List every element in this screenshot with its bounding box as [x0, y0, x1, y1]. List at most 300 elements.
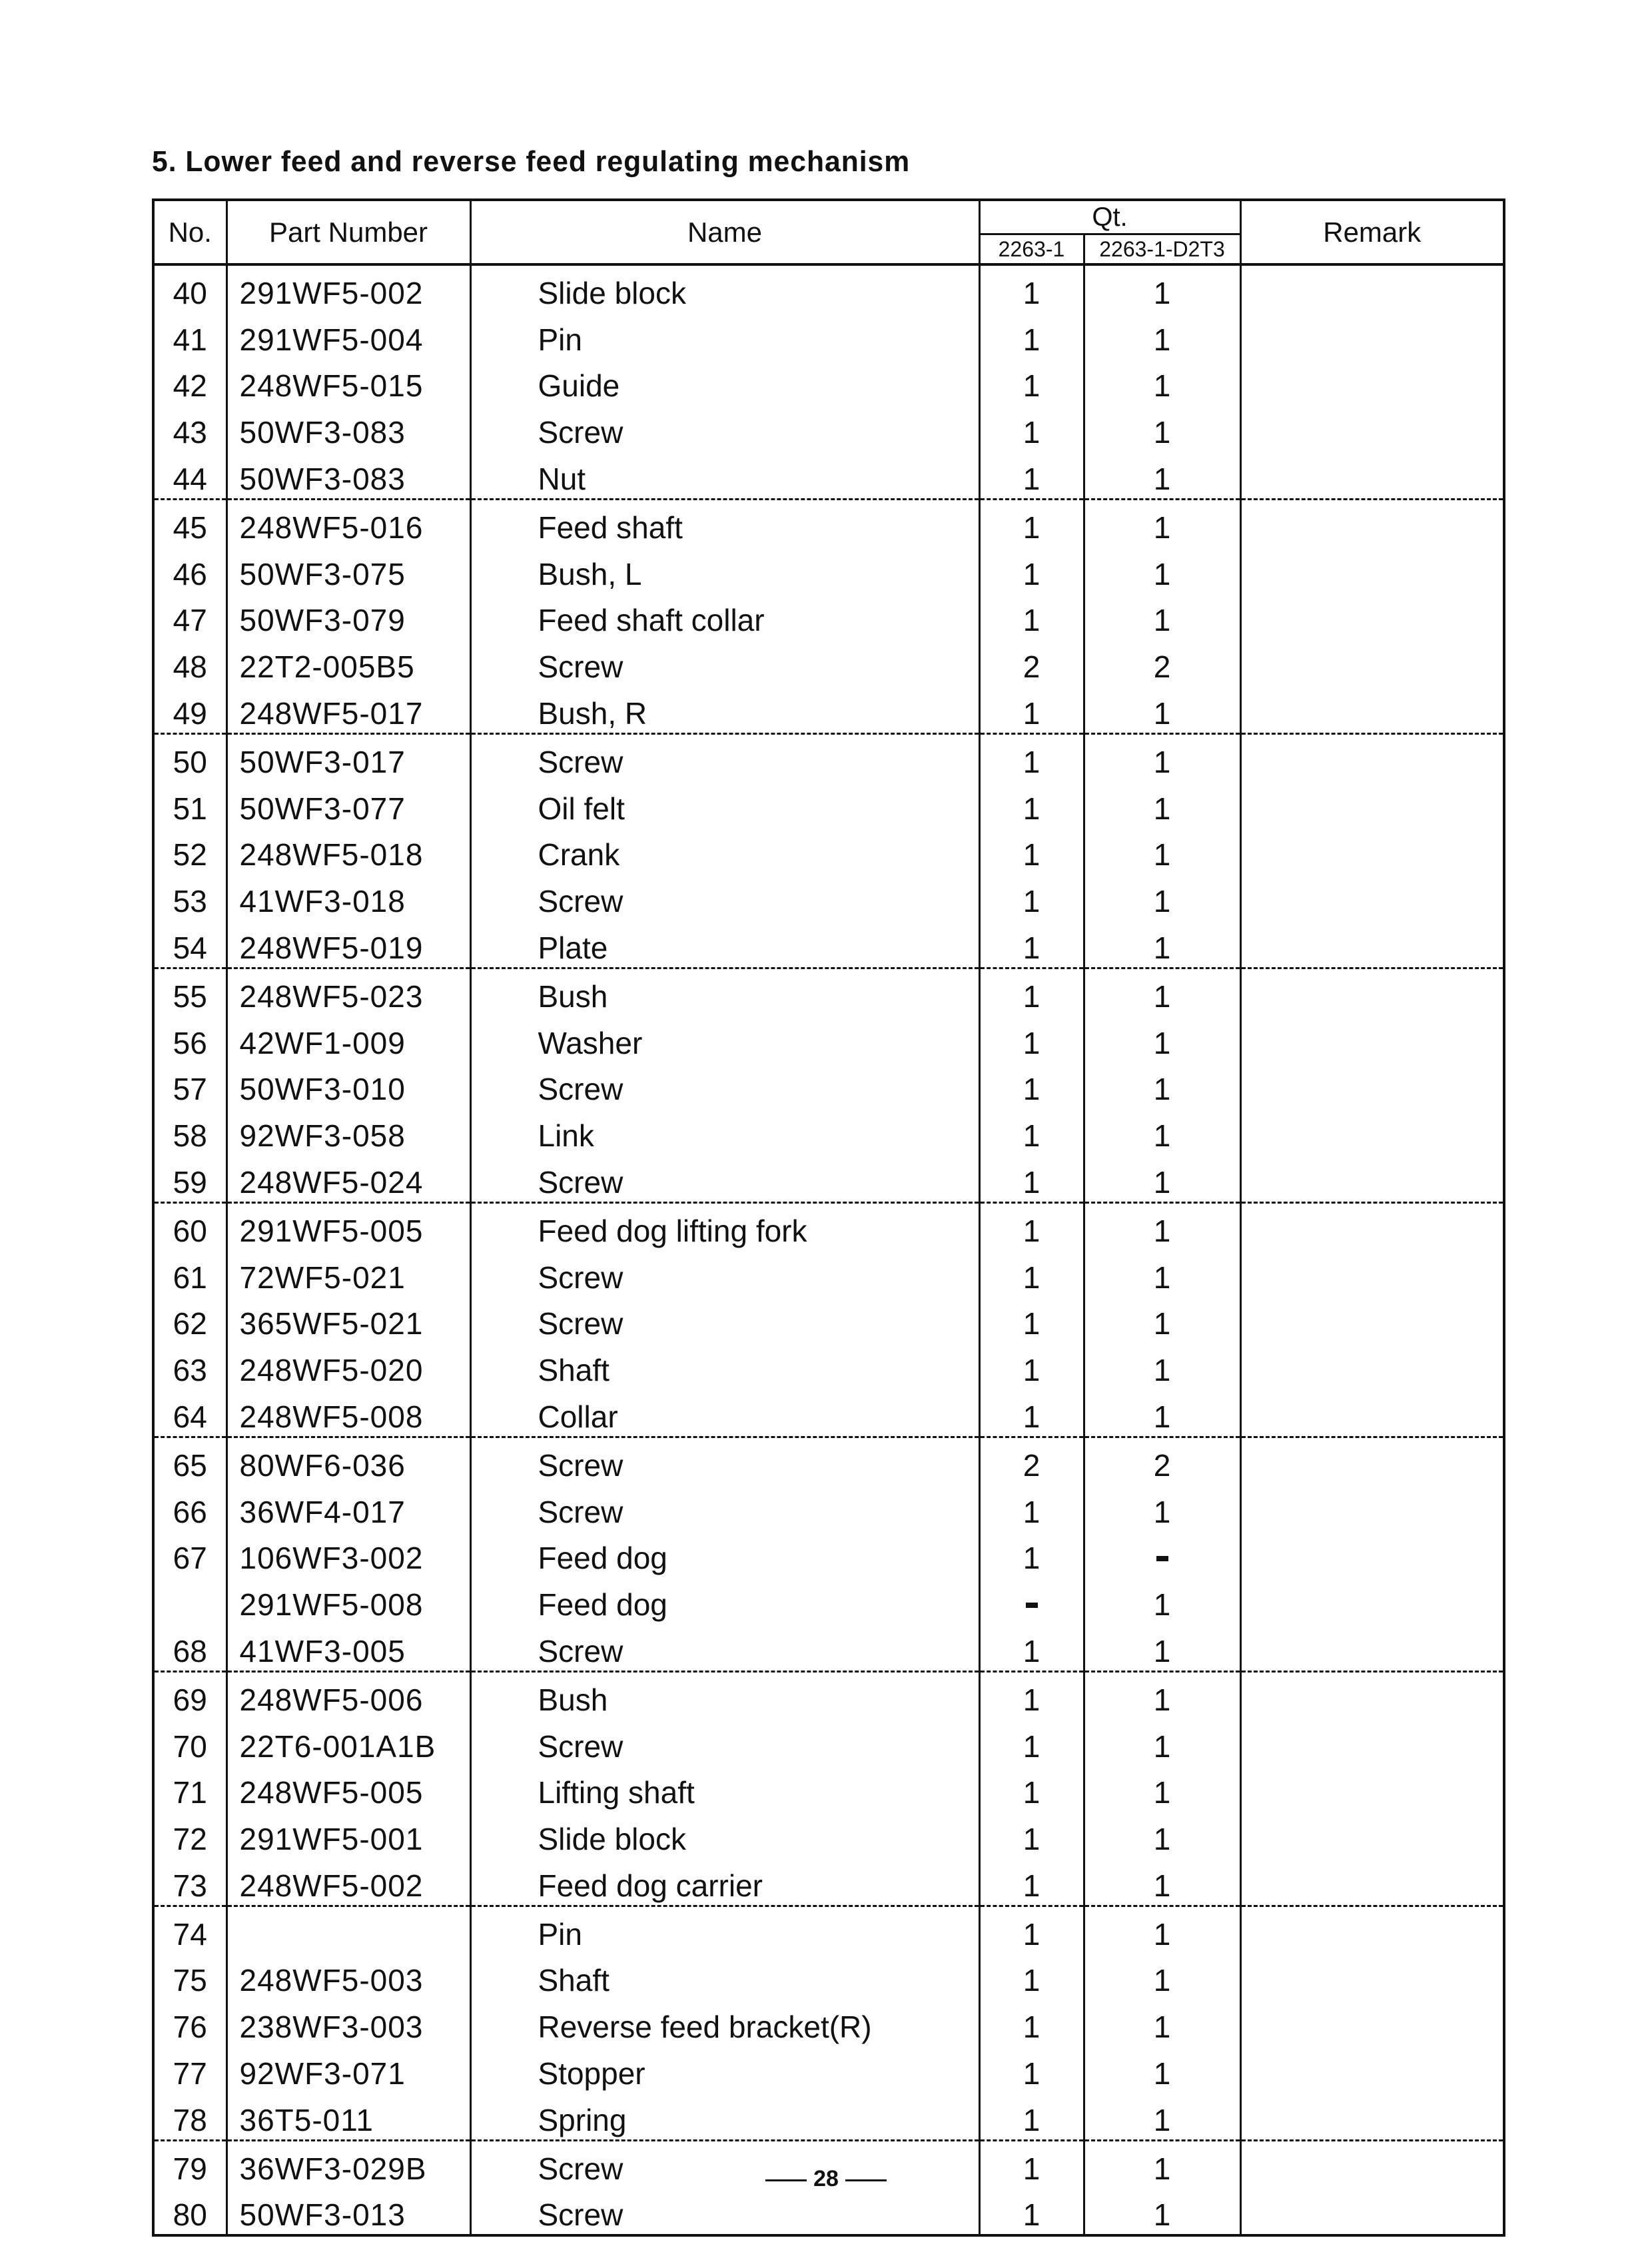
table-row: [153, 1766, 1504, 1812]
cell-no: 50: [153, 733, 226, 781]
cell-no: 59: [153, 1155, 226, 1202]
cell-qty-model-1: 1: [979, 781, 1084, 828]
cell-name: Slide block: [470, 1812, 979, 1858]
cell-name: Reverse feed bracket(R): [470, 2000, 979, 2046]
cell-qty-model-1: 1: [979, 1389, 1084, 1437]
cell-name: Bush: [470, 968, 979, 1015]
cell-part-number: 42WF1-009: [226, 1016, 470, 1062]
cell-name: Oil felt: [470, 781, 979, 828]
cell-qty-model-2: 1: [1084, 1671, 1240, 1718]
table-row: [153, 1719, 1504, 1766]
not-applicable-mark: [1156, 1556, 1168, 1561]
cell-name: Screw: [470, 1624, 979, 1671]
cell-remark: [1240, 1531, 1504, 1578]
table-row: [153, 1437, 1504, 1484]
cell-name: Feed shaft: [470, 499, 979, 546]
cell-remark: [1240, 1766, 1504, 1812]
cell-qty-model-1: 1: [979, 1954, 1084, 2000]
cell-part-number: 80WF6-036: [226, 1437, 470, 1484]
cell-name: Stopper: [470, 2046, 979, 2093]
cell-name: Bush: [470, 1671, 979, 1718]
cell-qty-model-2: 1: [1084, 1343, 1240, 1389]
cell-name: Shaft: [470, 1343, 979, 1389]
cell-qty-model-1: 1: [979, 1671, 1084, 1718]
cell-qty-model-2: 1: [1084, 547, 1240, 593]
cell-part-number: 50WF3-013: [226, 2188, 470, 2236]
cell-part-number: 50WF3-017: [226, 733, 470, 781]
cell-qty-model-2: 1: [1084, 452, 1240, 499]
cell-remark: [1240, 1719, 1504, 1766]
cell-name: Screw: [470, 2188, 979, 2236]
cell-qty-model-2: 1: [1084, 2093, 1240, 2140]
cell-qty-model-1: 1: [979, 547, 1084, 593]
cell-qty-model-1: 1: [979, 1297, 1084, 1343]
cell-qty-model-1: 1: [979, 2000, 1084, 2046]
cell-remark: [1240, 1016, 1504, 1062]
cell-name: Screw: [470, 733, 979, 781]
cell-qty-model-2: 1: [1084, 499, 1240, 546]
cell-qty-model-2: 1: [1084, 2000, 1240, 2046]
cell-no: 61: [153, 1250, 226, 1297]
table-row: [153, 359, 1504, 406]
page-footer: [0, 2166, 1652, 2192]
cell-name: Feed dog: [470, 1531, 979, 1578]
table-row: [153, 1812, 1504, 1858]
cell-qty-model-1: 1: [979, 1858, 1084, 1906]
cell-no: 63: [153, 1343, 226, 1389]
section-title: 5. Lower feed and reverse feed regulating mechanism: [152, 145, 911, 178]
cell-name: Bush, L: [470, 547, 979, 593]
cell-qty-model-1: 1: [979, 452, 1084, 499]
cell-qty-model-1: 1: [979, 1906, 1084, 1953]
table-row: [153, 2188, 1504, 2236]
cell-part-number: 92WF3-058: [226, 1108, 470, 1155]
cell-part-number: 50WF3-083: [226, 452, 470, 499]
cell-remark: [1240, 2188, 1504, 2236]
cell-no: 40: [153, 264, 226, 312]
cell-qty-model-1: 1: [979, 2188, 1084, 2236]
table-row: [153, 921, 1504, 968]
table-row: [153, 686, 1504, 733]
cell-no: 79: [153, 2140, 226, 2187]
table-row: [153, 828, 1504, 875]
cell-qty-model-1: 1: [979, 828, 1084, 875]
cell-no: 71: [153, 1766, 226, 1812]
cell-part-number: 248WF5-015: [226, 359, 470, 406]
cell-no: 75: [153, 1954, 226, 2000]
table-row: [153, 1202, 1504, 1250]
cell-qty-model-1: 1: [979, 874, 1084, 921]
cell-name: Collar: [470, 1389, 979, 1437]
table-row: [153, 733, 1504, 781]
cell-no: 62: [153, 1297, 226, 1343]
cell-qty-model-2: 1: [1084, 1766, 1240, 1812]
cell-remark: [1240, 264, 1504, 312]
cell-name: Screw: [470, 639, 979, 686]
cell-qty-model-1: 1: [979, 921, 1084, 968]
cell-qty-model-1: 1: [979, 1343, 1084, 1389]
cell-no: 49: [153, 686, 226, 733]
cell-name: Spring: [470, 2093, 979, 2140]
cell-part-number: 248WF5-003: [226, 1954, 470, 2000]
cell-qty-model-2: 1: [1084, 1858, 1240, 1906]
table-row: [153, 1577, 1504, 1624]
cell-qty-model-2: 1: [1084, 968, 1240, 1015]
cell-remark: [1240, 1624, 1504, 1671]
cell-remark: [1240, 1858, 1504, 1906]
cell-part-number: 50WF3-077: [226, 781, 470, 828]
cell-qty-model-1: 1: [979, 1155, 1084, 1202]
cell-qty-model-1: 1: [979, 2046, 1084, 2093]
cell-no: 70: [153, 1719, 226, 1766]
table-row: [153, 1858, 1504, 1906]
cell-name: Screw: [470, 2140, 979, 2187]
cell-name: Lifting shaft: [470, 1766, 979, 1812]
cell-no: 55: [153, 968, 226, 1015]
cell-part-number: 248WF5-018: [226, 828, 470, 875]
header-qty-model-1: 2263-1: [979, 234, 1084, 265]
cell-no: 69: [153, 1671, 226, 1718]
cell-part-number: 22T2-005B5: [226, 639, 470, 686]
header-name: Name: [470, 200, 979, 264]
cell-qty-model-2: 1: [1084, 1297, 1240, 1343]
cell-part-number: 41WF3-018: [226, 874, 470, 921]
cell-part-number: 365WF5-021: [226, 1297, 470, 1343]
table-row: [153, 264, 1504, 312]
cell-name: Screw: [470, 1062, 979, 1109]
table-row: [153, 1108, 1504, 1155]
cell-remark: [1240, 2046, 1504, 2093]
cell-name: Screw: [470, 874, 979, 921]
cell-no: 52: [153, 828, 226, 875]
cell-name: Bush, R: [470, 686, 979, 733]
cell-name: Feed dog carrier: [470, 1858, 979, 1906]
cell-part-number: 36WF3-029B: [226, 2140, 470, 2187]
cell-name: Pin: [470, 312, 979, 359]
cell-part-number: 50WF3-010: [226, 1062, 470, 1109]
cell-part-number: [226, 1906, 470, 1953]
table-row: [153, 1954, 1504, 2000]
cell-qty-model-1: 1: [979, 2140, 1084, 2187]
cell-qty-model-2: 1: [1084, 1485, 1240, 1531]
cell-qty-model-1: 1: [979, 264, 1084, 312]
cell-name: Nut: [470, 452, 979, 499]
cell-part-number: 291WF5-002: [226, 264, 470, 312]
cell-qty-model-2: 1: [1084, 1389, 1240, 1437]
cell-qty-model-1: 1: [979, 1250, 1084, 1297]
cell-qty-model-1: 1: [979, 1062, 1084, 1109]
cell-qty-model-1: 2: [979, 1437, 1084, 1484]
cell-remark: [1240, 499, 1504, 546]
cell-qty-model-2: 2: [1084, 1437, 1240, 1484]
table-row: [153, 1485, 1504, 1531]
cell-no: 60: [153, 1202, 226, 1250]
cell-remark: [1240, 686, 1504, 733]
cell-qty-model-1: 1: [979, 359, 1084, 406]
cell-remark: [1240, 593, 1504, 640]
cell-part-number: 41WF3-005: [226, 1624, 470, 1671]
cell-name: Crank: [470, 828, 979, 875]
cell-qty-model-2: 1: [1084, 874, 1240, 921]
cell-remark: [1240, 1155, 1504, 1202]
cell-qty-model-1: 1: [979, 733, 1084, 781]
cell-no: 43: [153, 405, 226, 452]
cell-no: 66: [153, 1485, 226, 1531]
cell-qty-model-2: 1: [1084, 405, 1240, 452]
cell-no: 67: [153, 1531, 226, 1578]
cell-no: 76: [153, 2000, 226, 2046]
page-number-rule-left: [765, 2179, 807, 2181]
cell-no: 57: [153, 1062, 226, 1109]
table-row: [153, 2046, 1504, 2093]
cell-name: Screw: [470, 1719, 979, 1766]
cell-no: 42: [153, 359, 226, 406]
cell-remark: [1240, 1389, 1504, 1437]
cell-qty-model-2: 1: [1084, 1954, 1240, 2000]
cell-name: Feed shaft collar: [470, 593, 979, 640]
cell-remark: [1240, 1108, 1504, 1155]
cell-part-number: 248WF5-024: [226, 1155, 470, 1202]
cell-remark: [1240, 1671, 1504, 1718]
cell-part-number: 36T5-011: [226, 2093, 470, 2140]
cell-qty-model-2: 1: [1084, 686, 1240, 733]
cell-part-number: 72WF5-021: [226, 1250, 470, 1297]
cell-qty-model-1: 1: [979, 593, 1084, 640]
cell-qty-model-1: 1: [979, 499, 1084, 546]
cell-name: Screw: [470, 1485, 979, 1531]
cell-qty-model-2: 1: [1084, 359, 1240, 406]
cell-qty-model-1: 1: [979, 1485, 1084, 1531]
cell-remark: [1240, 312, 1504, 359]
cell-part-number: 106WF3-002: [226, 1531, 470, 1578]
parts-table-body: [153, 264, 1504, 2235]
table-row: [153, 2093, 1504, 2140]
cell-qty-model-2: 1: [1084, 2140, 1240, 2187]
cell-qty-model-2: 1: [1084, 1155, 1240, 1202]
cell-name: Slide block: [470, 264, 979, 312]
cell-name: Pin: [470, 1906, 979, 1953]
table-row: [153, 452, 1504, 499]
table-row: [153, 312, 1504, 359]
cell-part-number: 238WF3-003: [226, 2000, 470, 2046]
cell-qty-model-2: 1: [1084, 264, 1240, 312]
cell-no: 41: [153, 312, 226, 359]
cell-part-number: 22T6-001A1B: [226, 1719, 470, 1766]
cell-qty-model-1: 1: [979, 1108, 1084, 1155]
table-row: [153, 1250, 1504, 1297]
cell-name: Feed dog lifting fork: [470, 1202, 979, 1250]
cell-part-number: 248WF5-016: [226, 499, 470, 546]
table-row: [153, 2000, 1504, 2046]
cell-remark: [1240, 639, 1504, 686]
cell-remark: [1240, 1577, 1504, 1624]
cell-qty-model-2: 1: [1084, 1906, 1240, 1953]
cell-remark: [1240, 2093, 1504, 2140]
cell-no: 74: [153, 1906, 226, 1953]
cell-name: Screw: [470, 1155, 979, 1202]
cell-remark: [1240, 1062, 1504, 1109]
cell-qty-model-2: 1: [1084, 733, 1240, 781]
cell-name: Feed dog: [470, 1577, 979, 1624]
cell-qty-model-2: 1: [1084, 1016, 1240, 1062]
cell-qty-model-2: 1: [1084, 593, 1240, 640]
cell-part-number: 50WF3-079: [226, 593, 470, 640]
cell-qty-model-1: 2: [979, 639, 1084, 686]
header-qty-model-2: 2263-1-D2T3: [1084, 234, 1240, 265]
table-row: [153, 639, 1504, 686]
table-row: [153, 781, 1504, 828]
cell-name: Screw: [470, 1297, 979, 1343]
cell-qty-model-2: 1: [1084, 1719, 1240, 1766]
cell-qty-model-1: 1: [979, 312, 1084, 359]
cell-remark: [1240, 874, 1504, 921]
cell-qty-model-1: 1: [979, 2093, 1084, 2140]
cell-remark: [1240, 828, 1504, 875]
table-row: [153, 1906, 1504, 1953]
cell-qty-model-2: [1084, 1531, 1240, 1578]
cell-part-number: 248WF5-020: [226, 1343, 470, 1389]
cell-remark: [1240, 1812, 1504, 1858]
cell-remark: [1240, 1485, 1504, 1531]
not-applicable-mark: [1026, 1603, 1038, 1608]
cell-qty-model-2: 2: [1084, 639, 1240, 686]
cell-no: 58: [153, 1108, 226, 1155]
table-row: [153, 1343, 1504, 1389]
table-row: [153, 1624, 1504, 1671]
cell-part-number: 248WF5-019: [226, 921, 470, 968]
cell-no: 54: [153, 921, 226, 968]
cell-remark: [1240, 1437, 1504, 1484]
cell-remark: [1240, 733, 1504, 781]
cell-no: 56: [153, 1016, 226, 1062]
cell-remark: [1240, 1202, 1504, 1250]
table-row: [153, 1297, 1504, 1343]
cell-part-number: 50WF3-083: [226, 405, 470, 452]
table-row: [153, 1016, 1504, 1062]
cell-name: Screw: [470, 1250, 979, 1297]
cell-no: 45: [153, 499, 226, 546]
cell-qty-model-2: 1: [1084, 1812, 1240, 1858]
cell-no: 77: [153, 2046, 226, 2093]
cell-no: 73: [153, 1858, 226, 1906]
cell-part-number: 248WF5-023: [226, 968, 470, 1015]
cell-part-number: 50WF3-075: [226, 547, 470, 593]
cell-part-number: 248WF5-005: [226, 1766, 470, 1812]
header-remark: Remark: [1240, 200, 1504, 264]
table-row: [153, 405, 1504, 452]
table-row: [153, 547, 1504, 593]
cell-remark: [1240, 1343, 1504, 1389]
cell-qty-model-1: [979, 1577, 1084, 1624]
cell-qty-model-2: 1: [1084, 2046, 1240, 2093]
cell-qty-model-2: 1: [1084, 1202, 1240, 1250]
cell-remark: [1240, 1250, 1504, 1297]
cell-qty-model-2: 1: [1084, 828, 1240, 875]
cell-qty-model-1: 1: [979, 686, 1084, 733]
cell-qty-model-1: 1: [979, 968, 1084, 1015]
cell-remark: [1240, 1297, 1504, 1343]
header-part-number: Part Number: [226, 200, 470, 264]
cell-no: 78: [153, 2093, 226, 2140]
cell-qty-model-2: 1: [1084, 1250, 1240, 1297]
cell-qty-model-2: 1: [1084, 1108, 1240, 1155]
cell-qty-model-2: 1: [1084, 781, 1240, 828]
cell-name: Screw: [470, 1437, 979, 1484]
cell-no: 65: [153, 1437, 226, 1484]
cell-no: 44: [153, 452, 226, 499]
cell-remark: [1240, 968, 1504, 1015]
cell-remark: [1240, 1954, 1504, 2000]
table-row: [153, 1531, 1504, 1578]
cell-qty-model-2: 1: [1084, 1062, 1240, 1109]
cell-remark: [1240, 1906, 1504, 1953]
table-row: [153, 499, 1504, 546]
cell-no: 51: [153, 781, 226, 828]
parts-table-header: [153, 200, 1504, 264]
cell-part-number: 248WF5-002: [226, 1858, 470, 1906]
cell-part-number: 92WF3-071: [226, 2046, 470, 2093]
cell-part-number: 36WF4-017: [226, 1485, 470, 1531]
cell-remark: [1240, 2000, 1504, 2046]
cell-name: Washer: [470, 1016, 979, 1062]
cell-qty-model-1: 1: [979, 1531, 1084, 1578]
cell-part-number: 291WF5-001: [226, 1812, 470, 1858]
cell-qty-model-2: 1: [1084, 1577, 1240, 1624]
header-no: No.: [153, 200, 226, 264]
cell-no: 48: [153, 639, 226, 686]
cell-qty-model-1: 1: [979, 1719, 1084, 1766]
cell-no: 53: [153, 874, 226, 921]
table-row: [153, 1671, 1504, 1718]
cell-qty-model-1: 1: [979, 1766, 1084, 1812]
cell-part-number: 248WF5-006: [226, 1671, 470, 1718]
cell-qty-model-2: 1: [1084, 2188, 1240, 2236]
cell-remark: [1240, 547, 1504, 593]
table-row: [153, 968, 1504, 1015]
cell-remark: [1240, 405, 1504, 452]
cell-name: Guide: [470, 359, 979, 406]
cell-name: Screw: [470, 405, 979, 452]
cell-part-number: 291WF5-004: [226, 312, 470, 359]
table-row: [153, 1155, 1504, 1202]
cell-qty-model-1: 1: [979, 1812, 1084, 1858]
cell-remark: [1240, 781, 1504, 828]
cell-remark: [1240, 452, 1504, 499]
cell-name: Shaft: [470, 1954, 979, 2000]
cell-no: 72: [153, 1812, 226, 1858]
cell-part-number: 291WF5-005: [226, 1202, 470, 1250]
cell-part-number: 248WF5-017: [226, 686, 470, 733]
table-row: [153, 1062, 1504, 1109]
cell-qty-model-1: 1: [979, 1202, 1084, 1250]
cell-qty-model-1: 1: [979, 1016, 1084, 1062]
cell-qty-model-1: 1: [979, 1624, 1084, 1671]
cell-no: 46: [153, 547, 226, 593]
page-number-rule-right: [845, 2179, 887, 2181]
cell-qty-model-1: 1: [979, 405, 1084, 452]
cell-no: 68: [153, 1624, 226, 1671]
cell-qty-model-2: 1: [1084, 921, 1240, 968]
cell-remark: [1240, 921, 1504, 968]
table-row: [153, 1389, 1504, 1437]
cell-part-number: 291WF5-008: [226, 1577, 470, 1624]
header-qty: Qt.: [979, 200, 1240, 234]
table-row: [153, 874, 1504, 921]
cell-remark: [1240, 359, 1504, 406]
cell-no: [153, 1577, 226, 1624]
cell-no: 47: [153, 593, 226, 640]
parts-table: [152, 198, 1505, 2237]
